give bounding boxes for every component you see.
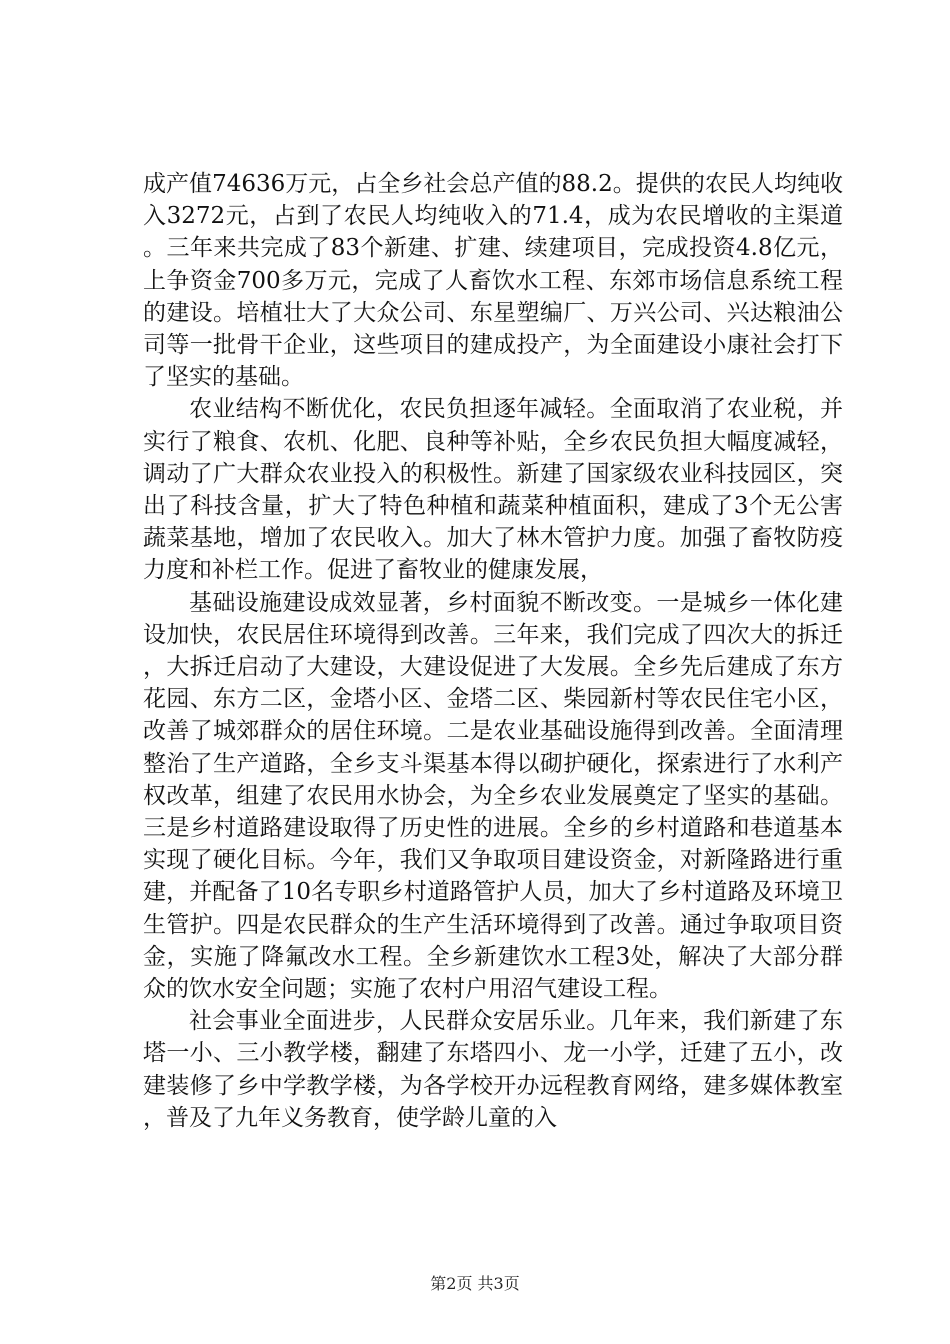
document-body <box>143 168 843 1134</box>
paragraph-agriculture: 农业结构不断优化，农民负担逐年减轻。全面取消了农业税，并实行了粮食、农机、化肥、良种等补贴，全乡农民负担大幅度减轻，调动了广大群众农业投入的积极性。新建了国家级农业科技园区，突出了科技含量，扩大了特色种植和蔬菜种植面积，建成了3个无公害蔬菜基地，增加了农民收入。加大了林木管护力度。加强了畜牧防疫力度和补栏工作。促进了畜牧业的健康发展， <box>143 396 843 584</box>
paragraph-social: 社会事业全面进步，人民群众安居乐业。几年来，我们新建了东塔一小、三小教学楼，翻建了东塔四小、龙一小学，迁建了五小，改建装修了乡中学教学楼，为各学校开办远程教育网络，建多媒体教室，普及了九年义务教育，使学龄儿童的入 <box>143 1008 843 1131</box>
paragraph-infrastructure: 基础设施建设成效显著，乡村面貌不断改变。一是城乡一体化建设加快，农民居住环境得到改善。三年来，我们完成了四次大的拆迁，大拆迁启动了大建设，大建设促进了大发展。全乡先后建成了东方花园、东方二区，金塔小区、金塔二区、柴园新村等农民住宅小区，改善了城郊群众的居住环境。二是农业基础设施得到改善。全面清理整治了生产道路，全乡支斗渠基本得以砌护硬化，探索进行了水利产权改革，组建了农民用水协会，为全乡农业发展奠定了坚实的基础。三是乡村道路建设取得了历史性的进展。全乡的乡村道路和巷道基本实现了硬化目标。今年，我们又争取项目建设资金，对新隆路进行重建，并配备了10名专职乡村道路管护人员，加大了乡村道路及环境卫生管护。四是农民群众的生产生活环境得到了改善。通过争取项目资金，实施了降氟改水工程。全乡新建饮水工程3处，解决了大部分群众的饮水安全问题；实施了农村户用沼气建设工程。 <box>143 589 843 1003</box>
paragraph-economy: 成产值74636万元，占全乡社会总产值的88.2。提供的农民人均纯收入3272元，占到了农民人均纯收入的71.4，成为农民增收的主渠道。三年来共完成了83个新建、扩建、续建项目，完成投资4.8亿元，上争资金700多万元，完成了人畜饮水工程、东郊市场信息系统工程的建设。培植壮大了大众公司、东星塑编厂、万兴公司、兴达粮油公司等一批骨干企业，这些项目的建成投产，为全面建设小康社会打下了坚实的基础。 <box>143 171 843 391</box>
page-footer: 第2页 共3页 <box>430 1274 520 1293</box>
